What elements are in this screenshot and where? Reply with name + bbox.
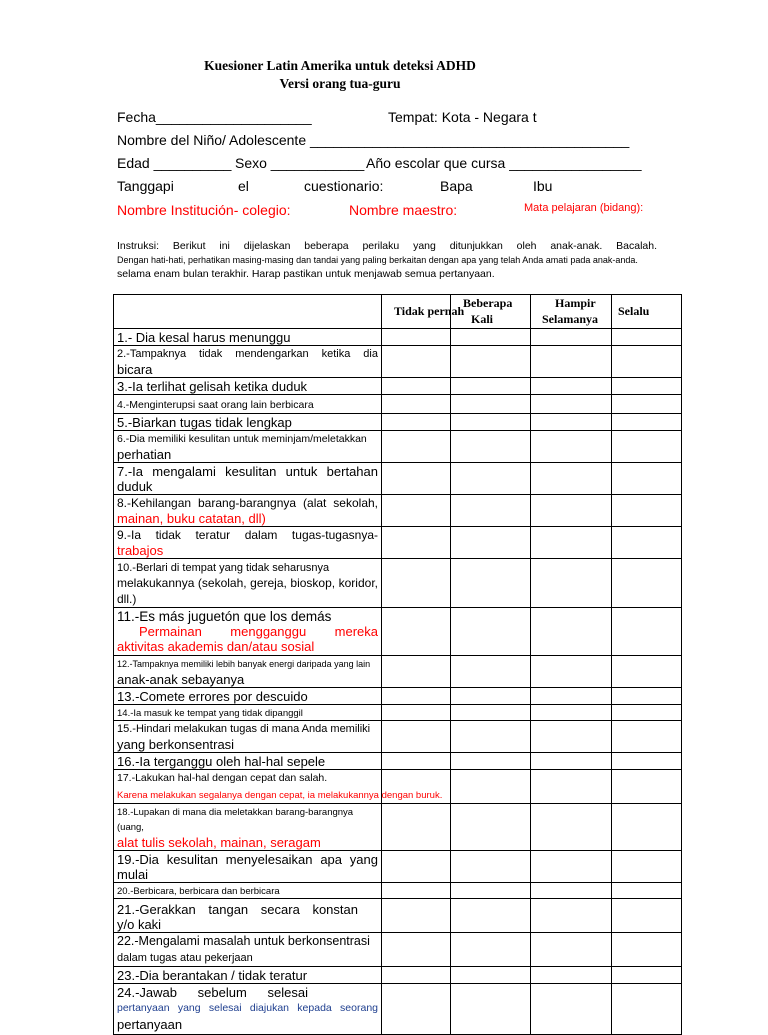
institucion-field[interactable]: Nombre Institución- colegio:	[117, 202, 291, 218]
answer-cell[interactable]	[612, 933, 682, 967]
answer-cell[interactable]	[451, 688, 531, 705]
answer-cell[interactable]	[451, 851, 531, 883]
table-row	[114, 851, 682, 883]
table-row	[114, 753, 682, 770]
answer-cell[interactable]	[531, 495, 612, 527]
question-cell: 2.-Tampaknya tidak mendengarkan ketika dia bicara	[114, 346, 382, 378]
answer-cell[interactable]	[531, 770, 612, 804]
answer-cell[interactable]	[612, 527, 682, 559]
answer-cell[interactable]	[451, 804, 531, 851]
answer-cell[interactable]	[531, 804, 612, 851]
question-cell: 6.-Dia memiliki kesulitan untuk meminjam/meletakkan perhatian	[114, 431, 382, 463]
answer-cell[interactable]	[451, 721, 531, 753]
question-cell: 24.-Jawab sebelum selesai pertanyaan yang selesai diajukan kepada seorang pertanyaan	[114, 984, 382, 1035]
answer-cell[interactable]	[531, 984, 612, 1035]
answer-cell[interactable]	[451, 527, 531, 559]
answer-cell[interactable]	[531, 688, 612, 705]
answer-cell[interactable]	[531, 431, 612, 463]
answer-cell[interactable]	[531, 463, 612, 495]
answer-cell[interactable]	[451, 495, 531, 527]
table-row	[114, 495, 682, 527]
answer-cell[interactable]	[531, 883, 612, 899]
answer-cell[interactable]	[531, 899, 612, 933]
question-cell: 22.-Mengalami masalah untuk berkonsentrasi dalam tugas atau pekerjaan	[114, 933, 382, 967]
answer-cell[interactable]	[382, 463, 451, 495]
answer-cell[interactable]	[451, 608, 531, 656]
table-row	[114, 346, 682, 378]
answer-cell[interactable]	[612, 431, 682, 463]
table-row	[114, 431, 682, 463]
table-row	[114, 688, 682, 705]
question-cell: 9.-Ia tidak teratur dalam tugas-tugasnya- trabajos	[114, 527, 382, 559]
question-cell: 18.-Lupakan di mana dia meletakkan barang-barangnya (uang, alat tulis sekolah, mainan, seragam	[114, 804, 382, 851]
question-cell: 8.-Kehilangan barang-barangnya (alat sekolah, mainan, buku catatan, dll)	[114, 495, 382, 527]
answer-cell[interactable]	[531, 395, 612, 414]
table-row	[114, 770, 682, 804]
answer-cell[interactable]	[531, 346, 612, 378]
table-row	[114, 721, 682, 753]
header-selalu: Selalu	[612, 295, 682, 329]
answer-cell[interactable]	[382, 329, 451, 346]
question-cell: 5.-Biarkan tugas tidak lengkap	[114, 414, 382, 431]
mata-pelajaran-field[interactable]: Mata pelajaran (bidang):	[524, 202, 644, 214]
answer-cell[interactable]	[451, 395, 531, 414]
answer-cell[interactable]	[612, 346, 682, 378]
table-row	[114, 705, 682, 721]
answer-cell[interactable]	[382, 984, 451, 1035]
answer-cell[interactable]	[612, 395, 682, 414]
answer-cell[interactable]	[451, 705, 531, 721]
table-row	[114, 984, 682, 1035]
maestro-field[interactable]: Nombre maestro:	[349, 202, 458, 218]
answer-cell[interactable]	[451, 463, 531, 495]
answer-cell[interactable]	[451, 378, 531, 395]
answer-cell[interactable]	[612, 804, 682, 851]
answer-cell[interactable]	[382, 527, 451, 559]
answer-cell[interactable]	[451, 656, 531, 688]
question-cell: 14.-Ia masuk ke tempat yang tidak dipanggil	[114, 705, 382, 721]
answer-cell[interactable]	[382, 899, 451, 933]
answer-cell[interactable]	[531, 933, 612, 967]
document-title: Kuesioner Latin Amerika untuk deteksi ADHD	[204, 58, 476, 73]
answer-cell[interactable]	[612, 984, 682, 1035]
answer-cell[interactable]	[531, 721, 612, 753]
question-cell: 23.-Dia berantakan / tidak teratur	[114, 967, 382, 984]
answer-cell[interactable]	[612, 414, 682, 431]
answer-cell[interactable]	[531, 967, 612, 984]
answer-cell[interactable]	[451, 984, 531, 1035]
table-row	[114, 804, 682, 851]
answer-cell[interactable]	[612, 770, 682, 804]
question-cell: 21.-Gerakkan tangan secara konstan y/o kaki	[114, 899, 382, 933]
answer-cell[interactable]	[382, 753, 451, 770]
table-row	[114, 527, 682, 559]
table-row	[114, 414, 682, 431]
table-row	[114, 463, 682, 495]
answer-cell[interactable]	[382, 721, 451, 753]
answer-cell[interactable]	[382, 967, 451, 984]
answer-cell[interactable]	[382, 395, 451, 414]
answer-cell[interactable]	[612, 705, 682, 721]
answer-cell[interactable]	[531, 559, 612, 608]
answer-cell[interactable]	[382, 933, 451, 967]
question-cell: 4.-Menginterupsi saat orang lain berbicara	[114, 395, 382, 414]
answer-cell[interactable]	[451, 346, 531, 378]
ibu-option[interactable]: Ibu	[533, 178, 553, 194]
question-cell: 19.-Dia kesulitan menyelesaikan apa yang mulai	[114, 851, 382, 883]
answer-cell[interactable]	[612, 463, 682, 495]
table-row	[114, 559, 682, 608]
answer-cell[interactable]	[612, 559, 682, 608]
answer-cell[interactable]	[451, 414, 531, 431]
table-row	[114, 608, 682, 656]
answer-cell[interactable]	[612, 656, 682, 688]
question-cell: 3.-Ia terlihat gelisah ketika duduk	[114, 378, 382, 395]
nombre-field[interactable]: Nombre del Niño/ Adolescente _________________________________________	[117, 132, 630, 148]
instructions	[117, 239, 657, 281]
table-row	[114, 899, 682, 933]
el-label: el	[238, 178, 249, 194]
answer-cell[interactable]	[451, 431, 531, 463]
question-cell: 10.-Berlari di tempat yang tidak seharusnya melakukannya (sekolah, gereja, bioskop, koridor, dll.)	[114, 559, 382, 608]
instructions-line-2: Dengan hati-hati, perhatikan masing-masing dan tandai yang paling berkaitan dengan apa yang telah Anda amati pada anak-anda.	[117, 255, 638, 265]
answer-cell[interactable]	[612, 753, 682, 770]
answer-cell[interactable]	[531, 378, 612, 395]
answer-cell[interactable]	[451, 753, 531, 770]
document-subtitle: Versi orang tua-guru	[279, 76, 401, 91]
edad-field[interactable]: Edad __________	[117, 155, 232, 171]
header-beberapa-kali: Beberapa Kali	[451, 295, 531, 329]
answer-cell[interactable]	[612, 883, 682, 899]
tanggapi-label: Tanggapi	[117, 178, 174, 194]
answer-cell[interactable]	[531, 329, 612, 346]
table-row	[114, 395, 682, 414]
cuestionario-label: cuestionario:	[304, 178, 384, 194]
fecha-field[interactable]: Fecha____________________	[117, 109, 312, 125]
bapa-option[interactable]: Bapa	[440, 178, 473, 194]
answer-cell[interactable]	[612, 851, 682, 883]
answer-cell[interactable]	[451, 967, 531, 984]
instructions-line-1: Instruksi: Berikut ini dijelaskan beberapa perilaku yang ditunjukkan oleh anak-anak. Bacalah.	[117, 240, 657, 252]
answer-cell[interactable]	[382, 378, 451, 395]
answer-cell[interactable]	[531, 608, 612, 656]
question-cell: 12.-Tampaknya memiliki lebih banyak energi daripada yang lain anak-anak sebayanya	[114, 656, 382, 688]
sexo-field[interactable]: Sexo ____________	[235, 155, 365, 171]
answer-cell[interactable]	[382, 559, 451, 608]
answer-cell[interactable]	[531, 527, 612, 559]
answer-cell[interactable]	[382, 656, 451, 688]
instructions-line-3: selama enam bulan terakhir. Harap pastikan untuk menjawab semua pertanyaan.	[117, 268, 495, 280]
answer-cell[interactable]	[612, 967, 682, 984]
question-cell: 13.-Comete errores por descuido	[114, 688, 382, 705]
questionnaire-table	[113, 294, 682, 1035]
answer-cell[interactable]	[451, 329, 531, 346]
answer-cell[interactable]	[612, 329, 682, 346]
answer-cell[interactable]	[382, 804, 451, 851]
answer-cell[interactable]	[382, 608, 451, 656]
question-cell: 17.-Lakukan hal-hal dengan cepat dan salah. Karena melakukan segalanya dengan cepat, ia melakukannya dengan buruk.	[114, 770, 382, 804]
question-cell: 16.-Ia terganggu oleh hal-hal sepele	[114, 753, 382, 770]
answer-cell[interactable]	[612, 899, 682, 933]
answer-cell[interactable]	[451, 899, 531, 933]
table-row	[114, 329, 682, 346]
table-row	[114, 378, 682, 395]
answer-cell[interactable]	[382, 431, 451, 463]
answer-cell[interactable]	[612, 495, 682, 527]
answer-cell[interactable]	[451, 770, 531, 804]
answer-cell[interactable]	[382, 688, 451, 705]
answer-cell[interactable]	[531, 656, 612, 688]
answer-cell[interactable]	[451, 883, 531, 899]
answer-cell[interactable]	[612, 688, 682, 705]
question-cell: 20.-Berbicara, berbicara dan berbicara	[114, 883, 382, 899]
answer-cell[interactable]	[531, 753, 612, 770]
answer-cell[interactable]	[382, 705, 451, 721]
answer-cell[interactable]	[531, 851, 612, 883]
question-cell: 15.-Hindari melakukan tugas di mana Anda memiliki yang berkonsentrasi	[114, 721, 382, 753]
answer-cell[interactable]	[382, 495, 451, 527]
answer-cell[interactable]	[382, 414, 451, 431]
answer-cell[interactable]	[382, 346, 451, 378]
answer-cell[interactable]	[382, 883, 451, 899]
table-row	[114, 883, 682, 899]
tempat-field[interactable]: Tempat: Kota - Negara t	[388, 109, 537, 125]
table-row	[114, 967, 682, 984]
table-row	[114, 656, 682, 688]
answer-cell[interactable]	[382, 851, 451, 883]
question-column-header	[114, 295, 382, 329]
answer-cell[interactable]	[531, 414, 612, 431]
anio-field[interactable]: Año escolar que cursa _________________	[366, 155, 642, 171]
question-cell: 11.-Es más juguetón que los demás Permainan mengganggu mereka aktivitas akademis dan/atau sosial	[114, 608, 382, 656]
table-header-row	[114, 295, 682, 329]
answer-cell[interactable]	[612, 721, 682, 753]
question-cell: 7.-Ia mengalami kesulitan untuk bertahan duduk	[114, 463, 382, 495]
answer-cell[interactable]	[612, 378, 682, 395]
question-cell: 1.- Dia kesal harus menunggu	[114, 329, 382, 346]
answer-cell[interactable]	[451, 559, 531, 608]
header-tidak-pernah: Tidak pernah	[382, 295, 451, 329]
answer-cell[interactable]	[612, 608, 682, 656]
header-hampir-selamanya: Hampir Selamanya	[531, 295, 612, 329]
table-row	[114, 933, 682, 967]
answer-cell[interactable]	[451, 933, 531, 967]
answer-cell[interactable]	[531, 705, 612, 721]
